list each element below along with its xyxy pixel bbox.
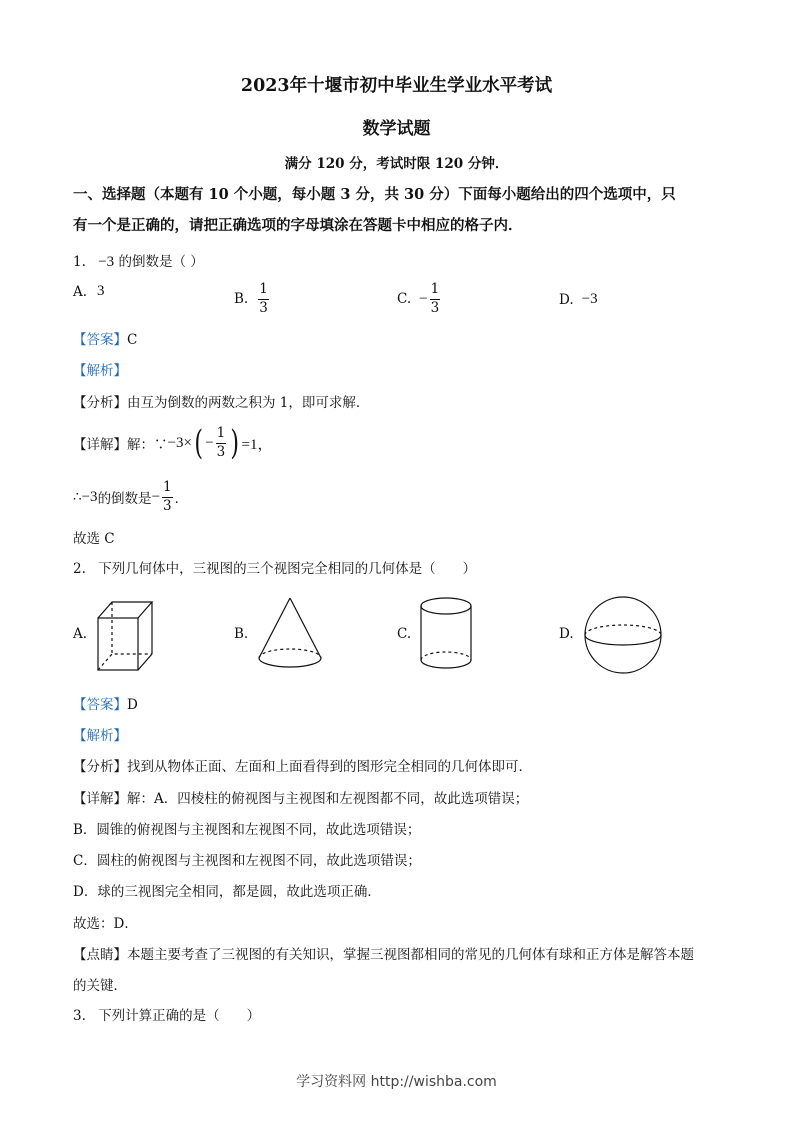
conclusion-line-2: 故选：D． [73,916,138,932]
sphere-shape [582,594,664,676]
question-text: 下列几何体中，三视图的三个视图完全相同的几何体是（ ） [98,561,477,577]
option-value: 3 [97,283,105,299]
detail-sign: − [205,434,214,451]
fenxi-tag: 【分析】 [73,759,127,775]
question-text: 的倒数是（ ） [118,254,204,270]
fenxi-text: 找到从物体正面、左面和上面看得到的图形完全相同的几何体即可． [127,759,532,775]
answer-line-1 [73,328,137,348]
fraction-numerator: 1 [162,481,173,498]
footer-watermark: 学习资料网 http://wishba.com [296,1074,497,1090]
therefore-end: ． [174,491,189,507]
option-label: B. [234,291,249,307]
comment-tag: 【点睛】 [73,947,127,963]
fraction [162,481,173,513]
answer-tag: 【答案】 [73,332,127,348]
analysis-line-1 [73,359,127,379]
detail-expression: −3× [167,434,192,451]
detail-tag: 【详解】 [73,437,127,453]
answer-line-2 [73,693,138,713]
question-expression: −3 [98,254,115,270]
fraction-numerator: 1 [258,283,269,300]
analysis-tag: 【解析】 [73,363,127,379]
question-3 [73,1004,260,1024]
fraction-denominator: 3 [430,299,440,316]
detail-result: =1， [241,436,273,453]
question-number: 2. [73,561,86,577]
therefore-expression: −3 [81,488,98,505]
question-number: 1. [73,254,86,270]
comment-line-2a [73,943,694,963]
detail-line-2d: D．球的三视图完全相同，都是圆，故此选项正确． [73,884,381,900]
analysis-line-2 [73,724,127,744]
question-1 [73,250,204,271]
cone-shape [256,596,324,670]
question-2 [73,557,476,577]
section-instruction-line1: 一、选择题（本题有 10 个小题，每小题 3 分，共 30 分）下面每小题给出的四个选项中，只 [73,186,676,203]
question-text: 下列计算正确的是（ ） [98,1008,261,1024]
answer-value: D [127,697,138,713]
detail-line-1 [73,423,273,463]
detail-text: 解：A．四棱柱的俯视图与主视图和左视图都不同，故此选项错误； [127,791,529,807]
detail-line-2b: B．圆锥的俯视图与主视图和左视图不同，故此选项错误； [73,822,421,838]
fraction-denominator: 3 [216,443,226,460]
fraction-numerator: 1 [216,427,227,444]
option-label: A. [73,283,88,300]
comment-line-2b: 的关键． [73,978,127,994]
exam-title: 2023年十堰市初中毕业生学业水平考试 [240,76,553,96]
prism-shape [96,600,158,672]
comment-text: 本题主要考查了三视图的有关知识，掌握三视图都相同的常见的几何体有球和正方体是解答本题 [127,947,694,963]
option-label: D. [559,291,574,308]
fraction [216,427,227,459]
option-b-label: B. [234,626,249,642]
option-c-label: C. [397,626,412,642]
option-a [73,283,105,300]
option-c [397,283,442,315]
option-a-label: A. [73,626,88,642]
exam-note: 满分 120 分，考试时限 120 分钟． [284,156,509,172]
fenxi-line-1 [73,391,369,411]
option-sign: − [419,290,428,307]
option-b [234,283,271,315]
cylinder-shape [418,596,474,672]
fenxi-line-2 [73,755,532,775]
fraction-denominator: 3 [163,497,172,514]
detail-prefix: 解：∵ [127,437,168,453]
fraction-denominator: 3 [259,299,268,316]
fenxi-tag: 【分析】 [73,395,127,411]
therefore-line [73,481,188,513]
analysis-tag: 【解析】 [73,728,127,744]
fraction [258,283,269,315]
fraction [430,283,441,315]
therefore-text: 的倒数是 [97,491,152,507]
option-label: C. [397,291,412,307]
answer-value: C [127,332,138,348]
detail-line-2a [73,787,528,807]
therefore-symbol: ∴ [73,489,82,505]
conclusion-line-1: 故选 C [73,531,115,547]
left-paren: ( [194,423,203,463]
detail-line-2c: C．圆柱的俯视图与主视图和左视图不同，故此选项错误； [73,853,421,869]
fenxi-text: 由互为倒数的两数之积为 1，即可求解． [127,395,370,411]
option-d-label: D. [559,626,574,642]
section-instruction-line2: 有一个是正确的，请把正确选项的字母填涂在答题卡中相应的格子内． [73,217,523,234]
detail-tag: 【详解】 [73,791,127,807]
fraction-numerator: 1 [430,283,441,300]
option-d [559,291,598,308]
exam-subtitle: 数学试题 [362,119,431,139]
question-number: 3. [73,1008,86,1024]
option-value: −3 [581,291,598,307]
answer-tag: 【答案】 [73,697,127,713]
right-paren: ) [230,423,240,463]
therefore-sign: − [151,488,161,505]
